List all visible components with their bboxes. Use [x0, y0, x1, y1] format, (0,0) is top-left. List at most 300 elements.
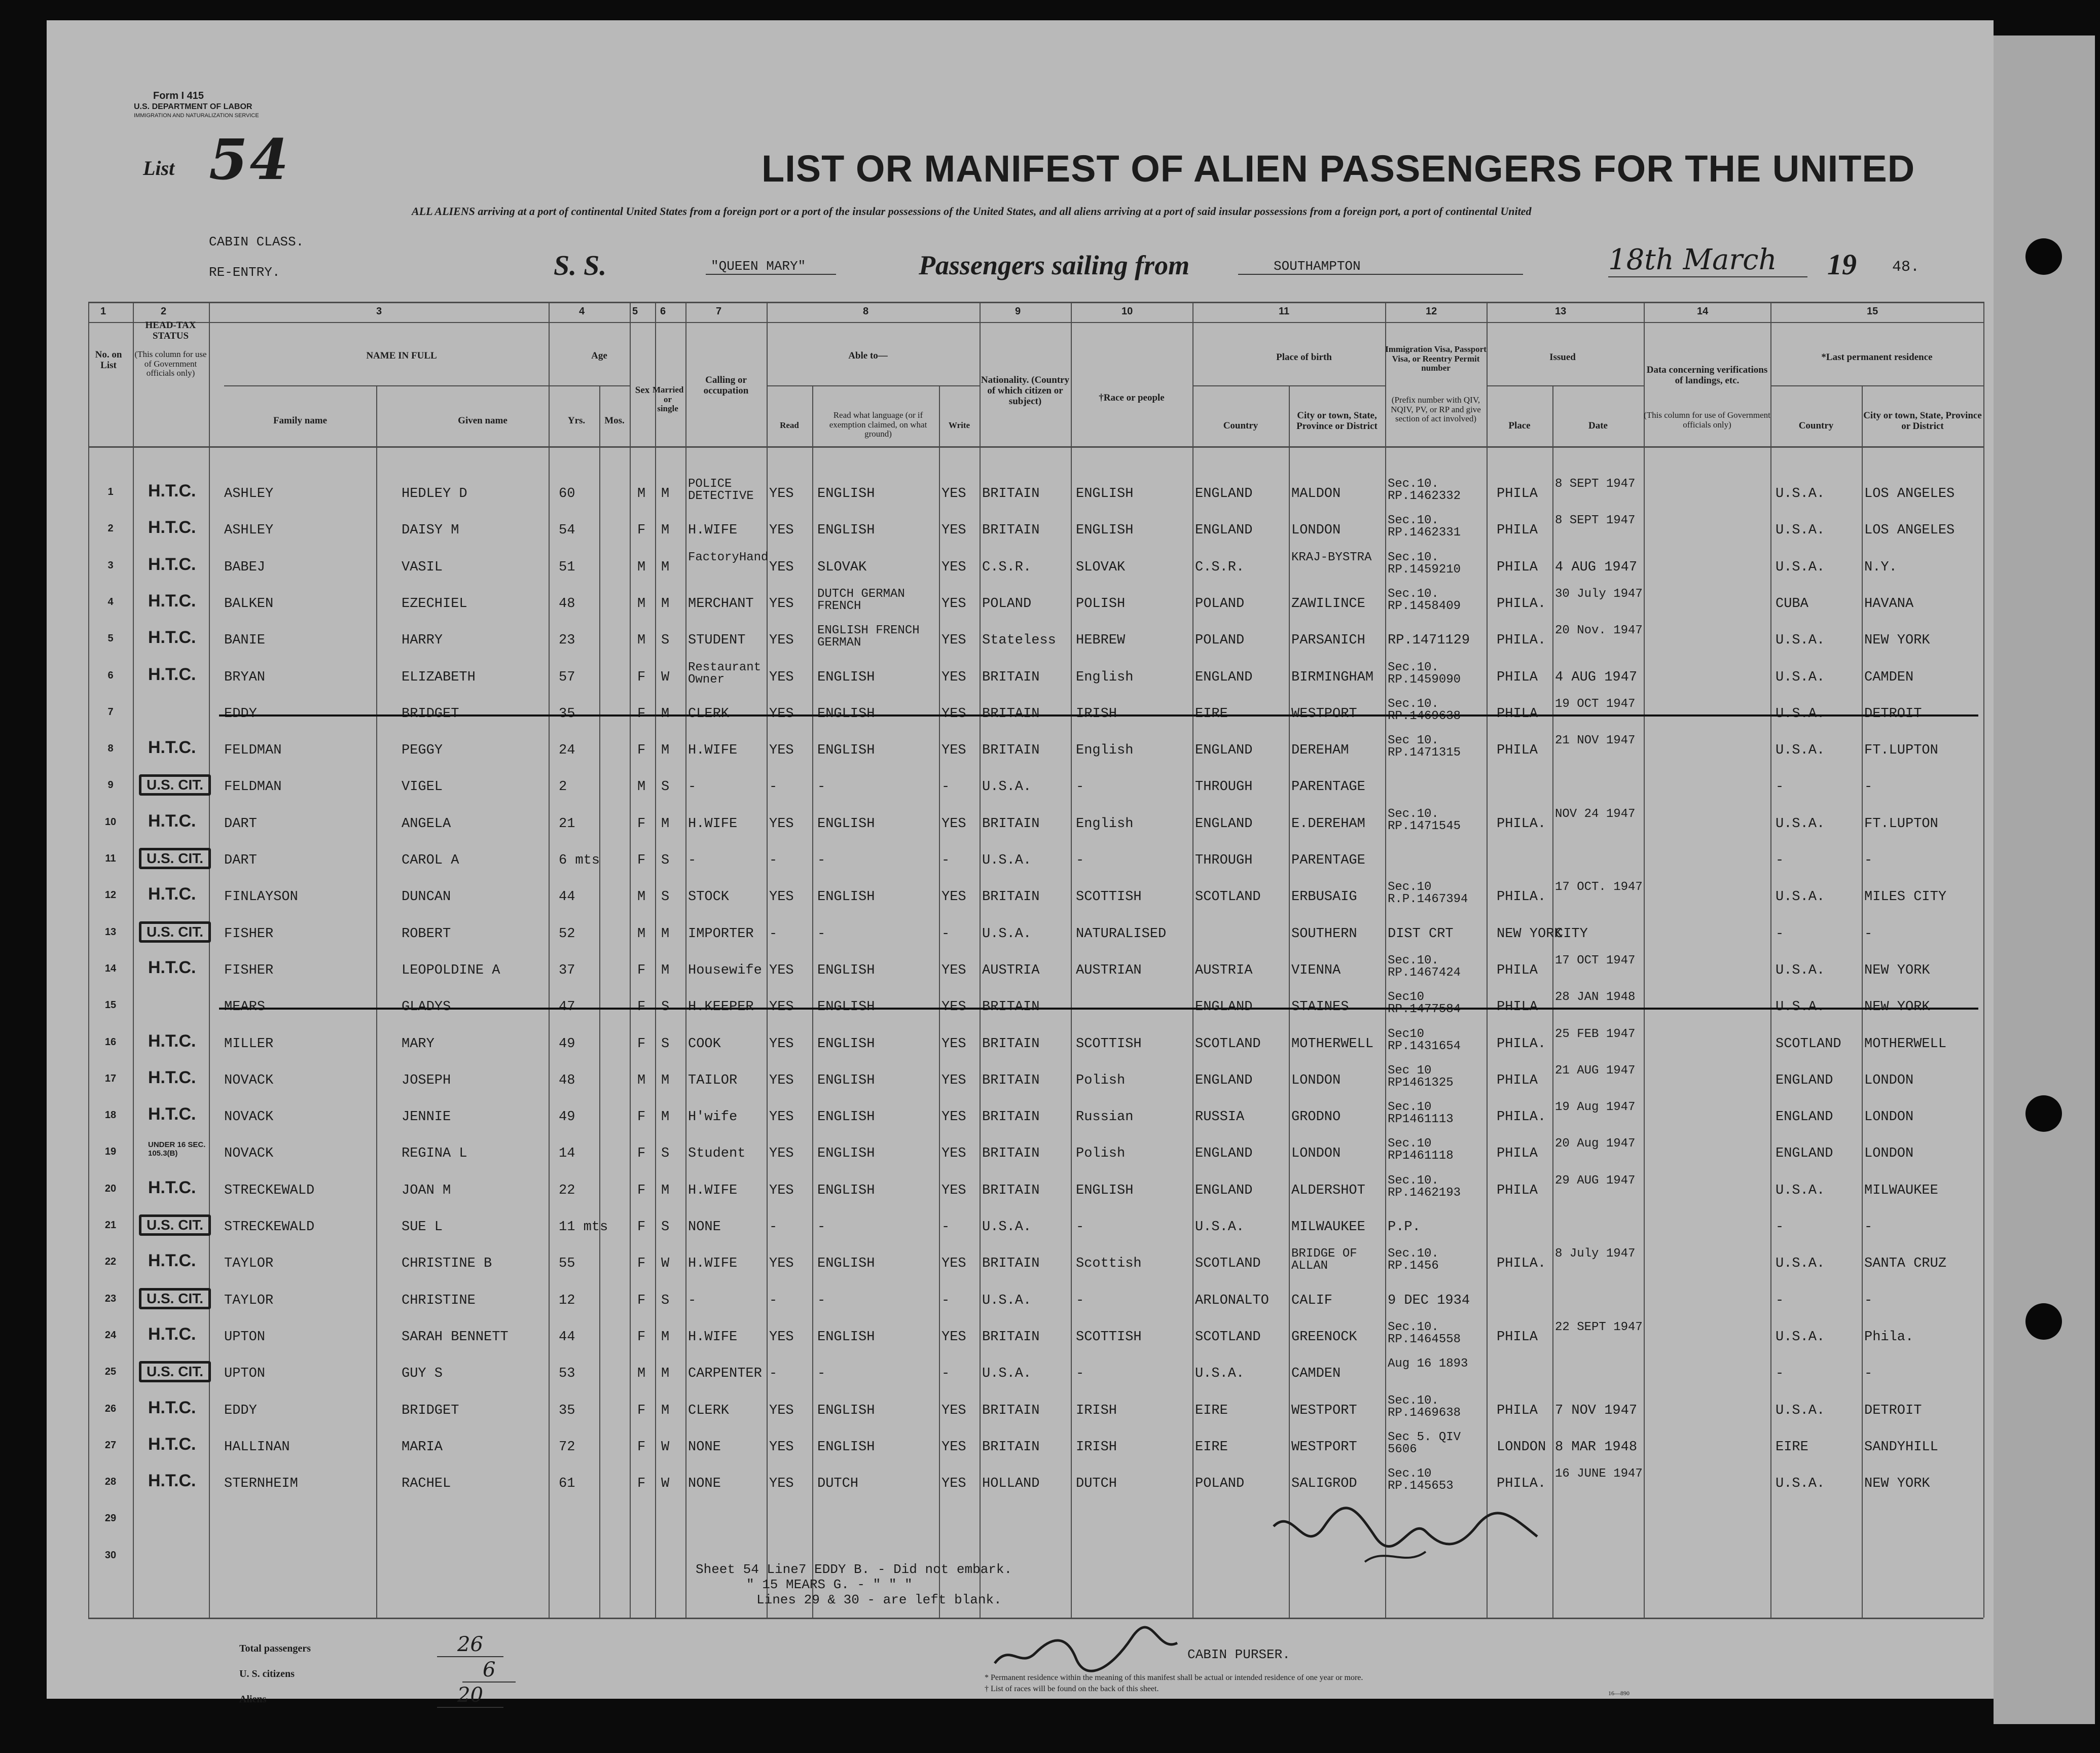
cell-occupation: COOK: [688, 1036, 721, 1052]
cell-idate: 30 July 1947: [1555, 587, 1643, 601]
cell-given: ROBERT: [402, 926, 451, 942]
grid-line: [767, 302, 768, 1618]
punch-hole: [2025, 1303, 2062, 1340]
cell-sex: F: [637, 706, 646, 722]
cell-rcountry: -: [1776, 779, 1784, 795]
cell-lang: ENGLISH: [817, 523, 875, 539]
cell-sex: F: [637, 1329, 646, 1345]
grid-line: [1644, 302, 1645, 1618]
cell-bcity: PARENTAGE: [1291, 853, 1365, 868]
cell-rcountry: -: [1776, 1366, 1784, 1382]
cell-lang: ENGLISH: [817, 1329, 875, 1345]
header-visa-note: (Prefix number with QIV, NQIV, PV, or RP and give section of act involved): [1391, 395, 1481, 424]
cell-age: 22: [559, 1183, 575, 1198]
cell-bcity: CALIF: [1291, 1293, 1333, 1308]
cell-idate: 22 SEPT 1947: [1555, 1320, 1643, 1334]
cell-rcountry: U.S.A.: [1776, 633, 1825, 649]
grid-line: [655, 302, 656, 1618]
cell-bcountry: THROUGH: [1195, 853, 1253, 868]
cell-family: NOVACK: [224, 1110, 274, 1125]
header-res-country: Country: [1798, 420, 1834, 431]
cell-rcity: LONDON: [1864, 1146, 1914, 1162]
grid-line: [549, 302, 550, 1618]
cell-read: YES: [769, 486, 794, 502]
cell-write: YES: [942, 743, 966, 759]
column-number: 12: [1426, 306, 1437, 317]
cell-lang: DUTCH: [817, 1476, 859, 1492]
cell-race: -: [1076, 1220, 1084, 1235]
cabin-purser-label: CABIN PURSER.: [1187, 1647, 1290, 1662]
head-tax-stamp: H.T.C.: [148, 1324, 196, 1344]
cell-bcountry: ENGLAND: [1195, 743, 1253, 759]
cell-iplace: PHILA: [1497, 962, 1538, 978]
cell-ms: M: [661, 926, 670, 942]
cell-read: -: [769, 926, 778, 942]
cell-race: Scottish: [1076, 1256, 1142, 1272]
cell-iplace: PHILA: [1497, 999, 1538, 1015]
punch-hole: [2025, 238, 2062, 275]
service-label: IMMIGRATION AND NATURALIZATION SERVICE: [134, 113, 259, 119]
cell-visa: Sec.10. RP.1464558: [1388, 1320, 1461, 1346]
head-tax-stamp: H.T.C.: [148, 1067, 196, 1087]
cell-write: YES: [942, 1110, 966, 1125]
cell-idate: 20 Aug 1947: [1555, 1137, 1636, 1151]
total-passengers-label: Total passengers: [239, 1643, 311, 1654]
grid-line: [224, 385, 630, 386]
cell-occupation: STUDENT: [688, 633, 746, 649]
cell-nat: U.S.A.: [982, 926, 1032, 942]
cell-idate: 19 OCT 1947: [1555, 697, 1636, 711]
cell-nat: BRITAIN: [982, 999, 1040, 1015]
cell-iplace: PHILA: [1497, 669, 1538, 685]
row-number: 29: [104, 1513, 117, 1524]
row-number: 17: [104, 1072, 117, 1084]
cell-age: 49: [559, 1036, 575, 1052]
cell-rcity: CAMDEN: [1864, 669, 1914, 685]
cell-rcity: LONDON: [1864, 1110, 1914, 1125]
department-label: U.S. DEPARTMENT OF LABOR: [134, 102, 252, 111]
cell-bcountry: ENGLAND: [1195, 816, 1253, 832]
cell-rcountry: U.S.A.: [1776, 559, 1825, 575]
cell-given: JOAN M: [402, 1183, 451, 1198]
row-number: 12: [104, 889, 117, 901]
cell-given: PEGGY: [402, 743, 443, 759]
cell-family: ASHLEY: [224, 523, 274, 539]
cell-occupation: POLICE DETECTIVE: [688, 477, 754, 503]
cell-rcity: MILES CITY: [1864, 889, 1947, 905]
cell-nat: BRITAIN: [982, 1256, 1040, 1272]
cell-bcity: LONDON: [1291, 1072, 1341, 1088]
cell-bcountry: ENGLAND: [1195, 1072, 1253, 1088]
cell-age: 55: [559, 1256, 575, 1272]
cell-lang: -: [817, 1366, 826, 1382]
row-number: 1: [107, 486, 114, 497]
cell-visa: Sec.10 RP1461113: [1388, 1100, 1454, 1127]
cell-rcity: SANDYHILL: [1864, 1439, 1938, 1455]
cell-rcountry: U.S.A.: [1776, 1183, 1825, 1198]
cell-bcity: LONDON: [1291, 1146, 1341, 1162]
cell-write: YES: [942, 559, 966, 575]
note-line-3: Lines 29 & 30 - are left blank.: [756, 1592, 1002, 1607]
row-number: 23: [104, 1293, 117, 1304]
cell-write: YES: [942, 1036, 966, 1052]
cell-sex: F: [637, 1036, 646, 1052]
us-citizen-stamp: U.S. CIT.: [139, 1361, 211, 1382]
grid-line: [685, 302, 686, 1618]
cell-nat: AUSTRIA: [982, 962, 1040, 978]
row-number: 28: [104, 1476, 117, 1488]
cell-write: YES: [942, 1183, 966, 1198]
cell-nat: U.S.A.: [982, 1366, 1032, 1382]
cell-occupation: H.WIFE: [688, 1183, 738, 1198]
cell-read: YES: [769, 633, 794, 649]
column-number: 15: [1867, 306, 1878, 317]
cell-nat: BRITAIN: [982, 523, 1040, 539]
cell-occupation: NONE: [688, 1476, 721, 1492]
cell-occupation: CLERK: [688, 1403, 730, 1418]
head-tax-stamp: H.T.C.: [148, 481, 196, 500]
cell-ms: M: [661, 1329, 670, 1345]
cell-bcountry: ARLONALTO: [1195, 1293, 1269, 1308]
cell-rcity: LOS ANGELES: [1864, 486, 1955, 502]
cell-read: -: [769, 1366, 778, 1382]
cell-read: -: [769, 853, 778, 868]
cell-lang: -: [817, 853, 826, 868]
cell-family: ASHLEY: [224, 486, 274, 502]
cell-age: 2: [559, 779, 567, 795]
cell-visa: Sec.10. RP.1459090: [1388, 660, 1461, 687]
cell-family: EDDY: [224, 1403, 257, 1418]
cell-iplace: PHILA: [1497, 1146, 1538, 1162]
cell-rcity: Phila.: [1864, 1329, 1914, 1345]
list-label: List: [143, 157, 175, 180]
cell-visa: Aug 16 1893: [1388, 1357, 1468, 1371]
cell-sex: F: [637, 1293, 646, 1308]
head-tax-stamp: H.T.C.: [148, 1031, 196, 1051]
manifest-sheet: [47, 20, 1994, 1707]
cell-lang: ENGLISH: [817, 669, 875, 685]
us-citizen-stamp: U.S. CIT.: [139, 774, 211, 796]
grid-line: [1862, 385, 1863, 1618]
head-tax-stamp: H.T.C.: [148, 1104, 196, 1124]
cell-nat: U.S.A.: [982, 1220, 1032, 1235]
header-age: Age: [591, 350, 607, 361]
cell-rcity: -: [1864, 779, 1873, 795]
cell-age: 48: [559, 596, 575, 612]
cell-iplace: PHILA.: [1497, 1476, 1546, 1492]
cell-rcity: -: [1864, 1293, 1873, 1308]
cell-family: BRYAN: [224, 669, 266, 685]
cell-nat: BRITAIN: [982, 816, 1040, 832]
sailing-date: 18th March: [1608, 243, 1807, 277]
cell-bcountry: ENGLAND: [1195, 523, 1253, 539]
cell-occupation: H.WIFE: [688, 743, 738, 759]
cell-idate: 19 Aug 1947: [1555, 1100, 1636, 1115]
cell-race: English: [1076, 743, 1134, 759]
sailing-label: Passengers sailing from: [919, 250, 1190, 280]
cell-race: SCOTTISH: [1076, 1036, 1142, 1052]
cell-age: 24: [559, 743, 575, 759]
cell-sex: M: [637, 559, 646, 575]
cell-read: YES: [769, 999, 794, 1015]
row-number: 25: [104, 1366, 117, 1378]
cell-ms: M: [661, 743, 670, 759]
cell-idate: 16 JUNE 1947: [1555, 1467, 1643, 1481]
cell-write: YES: [942, 962, 966, 978]
cell-ms: W: [661, 669, 670, 685]
cell-race: ENGLISH: [1076, 486, 1134, 502]
cell-rcountry: -: [1776, 1220, 1784, 1235]
cell-lang: ENGLISH: [817, 999, 875, 1015]
cell-sex: F: [637, 853, 646, 868]
header-head-tax-note: (This column for use of Government officials only): [134, 349, 207, 378]
cell-occupation: IMPORTER: [688, 926, 754, 942]
cell-occupation: CARPENTER: [688, 1366, 762, 1382]
cell-ms: S: [661, 633, 670, 649]
cell-race: POLISH: [1076, 596, 1126, 612]
grid-line: [767, 385, 980, 386]
cell-lang: ENGLISH: [817, 1256, 875, 1272]
cell-race: IRISH: [1076, 706, 1117, 722]
cell-given: VIGEL: [402, 779, 443, 795]
cell-age: 21: [559, 816, 575, 832]
cell-idate: 17 OCT 1947: [1555, 953, 1636, 968]
cell-iplace: PHILA.: [1497, 1110, 1546, 1125]
cell-lang: ENGLISH: [817, 816, 875, 832]
cell-race: NATURALISED: [1076, 926, 1167, 942]
cell-rcity: SANTA CRUZ: [1864, 1256, 1947, 1272]
cell-visa: Sec 5. QIV 5606: [1388, 1430, 1461, 1456]
cell-bcity: WESTPORT: [1291, 1439, 1357, 1455]
cell-family: MEARS: [224, 999, 266, 1015]
header-visa: Immigration Visa, Passport Visa, or Reentry Permit number: [1385, 344, 1487, 373]
cell-given: BRIDGET: [402, 1403, 459, 1418]
cell-race: -: [1076, 1293, 1084, 1308]
cell-sex: M: [637, 779, 646, 795]
head-tax-stamp: UNDER 16 SEC. 105.3(B): [148, 1140, 206, 1158]
cell-occupation: CLERK: [688, 706, 730, 722]
cell-race: English: [1076, 669, 1134, 685]
cell-write: YES: [942, 1403, 966, 1418]
row-number: 7: [107, 706, 114, 718]
cell-given: RACHEL: [402, 1476, 451, 1492]
footnote-residence: * Permanent residence within the meaning of this manifest shall be actual or intended residence of one year or more.: [985, 1673, 1363, 1682]
header-married: Married or single: [653, 385, 684, 414]
cell-iplace: PHILA: [1497, 706, 1538, 722]
cell-read: YES: [769, 743, 794, 759]
total-passengers-value: 26: [437, 1633, 503, 1657]
cell-occupation: H.WIFE: [688, 1329, 738, 1345]
cell-iplace: PHILA.: [1497, 889, 1546, 905]
cell-sex: M: [637, 596, 646, 612]
head-tax-stamp: H.T.C.: [148, 518, 196, 538]
cell-occupation: STOCK: [688, 889, 730, 905]
cell-lang: DUTCH GERMAN FRENCH: [817, 587, 905, 613]
cell-bcountry: AUSTRIA: [1195, 962, 1253, 978]
grid-line: [1770, 385, 1983, 386]
cell-rcountry: U.S.A.: [1776, 999, 1825, 1015]
cell-visa: Sec.10 RP1461118: [1388, 1137, 1454, 1163]
cell-bcountry: ENGLAND: [1195, 669, 1253, 685]
cell-write: YES: [942, 523, 966, 539]
cell-read: YES: [769, 1403, 794, 1418]
manifest-subtitle: ALL ALIENS arriving at a port of continental United States from a foreign port or a port of the insular possessions of the United States, and all aliens arriving at a port of said insular possessions from a foreign port, a port of continental United: [412, 205, 1532, 218]
cell-family: STRECKEWALD: [224, 1220, 315, 1235]
cell-read: YES: [769, 962, 794, 978]
cell-write: YES: [942, 1329, 966, 1345]
grid-line: [1770, 302, 1771, 1618]
cell-bcity: GREENOCK: [1291, 1329, 1357, 1345]
cell-bcountry: THROUGH: [1195, 779, 1253, 795]
cell-rcountry: -: [1776, 926, 1784, 942]
row-number: 22: [104, 1256, 117, 1268]
cell-age: 37: [559, 962, 575, 978]
grid-line: [1385, 302, 1386, 1618]
cell-read: YES: [769, 1146, 794, 1162]
cell-idate: 29 AUG 1947: [1555, 1173, 1636, 1188]
cell-lang: ENGLISH: [817, 1403, 875, 1418]
head-tax-stamp: H.T.C.: [148, 628, 196, 648]
cell-ms: M: [661, 1072, 670, 1088]
cell-write: YES: [942, 1439, 966, 1455]
cell-read: YES: [769, 889, 794, 905]
us-citizens-label: U. S. citizens: [239, 1668, 295, 1679]
form-number: Form I 415: [153, 90, 204, 101]
cell-sex: F: [637, 999, 646, 1015]
cell-bcity: ZAWILINCE: [1291, 596, 1365, 612]
column-number: 5: [632, 306, 638, 317]
cell-iplace: PHILA: [1497, 743, 1538, 759]
cell-write: -: [942, 1220, 950, 1235]
cell-age: 23: [559, 633, 575, 649]
cell-write: -: [942, 1366, 950, 1382]
cell-bcity: LONDON: [1291, 523, 1341, 539]
head-tax-stamp: H.T.C.: [148, 664, 196, 684]
cell-rcountry: U.S.A.: [1776, 889, 1825, 905]
cell-bcountry: SCOTLAND: [1195, 889, 1261, 905]
header-read-language: Read what language (or if exemption claimed, on what ground): [829, 410, 927, 439]
footnote-races: † List of races will be found on the back of this sheet.: [985, 1685, 1159, 1693]
row-number: 4: [107, 596, 114, 607]
cell-nat: BRITAIN: [982, 1183, 1040, 1198]
cell-idate: 21 NOV 1947: [1555, 734, 1636, 748]
cell-occupation: NONE: [688, 1220, 721, 1235]
cell-visa: Sec 10. RP.1471315: [1388, 734, 1461, 760]
cell-ms: S: [661, 1220, 670, 1235]
cell-lang: ENGLISH: [817, 1072, 875, 1088]
cell-lang: ENGLISH: [817, 486, 875, 502]
cell-age: 49: [559, 1110, 575, 1125]
cell-ms: M: [661, 1366, 670, 1382]
cell-sex: F: [637, 1403, 646, 1418]
cell-given: LEOPOLDINE A: [402, 962, 500, 978]
cell-bcountry: POLAND: [1195, 596, 1245, 612]
header-last-residence: *Last permanent residence: [1821, 352, 1933, 363]
cell-sex: F: [637, 1146, 646, 1162]
cell-bcity: ALDERSHOT: [1291, 1183, 1365, 1198]
cell-occupation: NONE: [688, 1439, 721, 1455]
grid-line: [209, 302, 210, 1618]
cell-rcity: FT.LUPTON: [1864, 743, 1938, 759]
cell-occupation: -: [688, 1293, 697, 1308]
row-number: 27: [104, 1439, 117, 1451]
cell-bcountry: EIRE: [1195, 706, 1228, 722]
cell-lang: SLOVAK: [817, 559, 867, 575]
adjacent-page-edge: [1994, 35, 2095, 1724]
row-number: 11: [105, 853, 116, 864]
row-number: 14: [104, 962, 117, 974]
punch-hole: [2025, 1095, 2062, 1132]
cell-bcountry: EIRE: [1195, 1403, 1228, 1418]
cell-rcountry: U.S.A.: [1776, 523, 1825, 539]
cell-given: MARY: [402, 1036, 435, 1052]
head-tax-stamp: H.T.C.: [148, 1177, 196, 1197]
cell-bcity: PARENTAGE: [1291, 779, 1365, 795]
cell-write: -: [942, 853, 950, 868]
cell-race: DUTCH: [1076, 1476, 1117, 1492]
cell-race: SLOVAK: [1076, 559, 1126, 575]
grid-line: [1289, 385, 1290, 1618]
cell-race: ENGLISH: [1076, 523, 1134, 539]
cell-bcountry: U.S.A.: [1195, 1220, 1245, 1235]
cell-ms: M: [661, 1110, 670, 1125]
cell-read: YES: [769, 1072, 794, 1088]
cell-family: FELDMAN: [224, 743, 282, 759]
cell-write: YES: [942, 1146, 966, 1162]
cell-family: MILLER: [224, 1036, 274, 1052]
cell-read: YES: [769, 523, 794, 539]
cell-rcountry: U.S.A.: [1776, 1256, 1825, 1272]
header-verifications-note: (This column for use of Government officials only): [1644, 410, 1770, 430]
cell-family: FELDMAN: [224, 779, 282, 795]
header-age-mos: Mos.: [604, 415, 625, 426]
header-head-tax: HEAD-TAX STATUS: [145, 320, 196, 341]
ss-label: S. S.: [554, 250, 607, 281]
column-number: 7: [716, 306, 722, 317]
grid-line: [630, 302, 631, 1618]
cell-family: TAYLOR: [224, 1293, 274, 1308]
cell-family: FINLAYSON: [224, 889, 298, 905]
row-number: 8: [107, 743, 114, 755]
cell-iplace: PHILA.: [1497, 816, 1546, 832]
cell-family: FISHER: [224, 962, 274, 978]
cell-bcity: STAINES: [1291, 999, 1349, 1015]
cell-nat: U.S.A.: [982, 1293, 1032, 1308]
note-line-1: Sheet 54 Line7 EDDY B. - Did not embark.: [696, 1562, 1012, 1577]
cell-sex: F: [637, 1256, 646, 1272]
cell-ms: M: [661, 1403, 670, 1418]
cell-race: SCOTTISH: [1076, 1329, 1142, 1345]
cell-age: 61: [559, 1476, 575, 1492]
cell-read: -: [769, 779, 778, 795]
cell-ms: M: [661, 962, 670, 978]
cell-lang: ENGLISH: [817, 1183, 875, 1198]
cell-rcity: N.Y.: [1864, 559, 1897, 575]
cell-sex: M: [637, 633, 646, 649]
cell-nat: BRITAIN: [982, 1110, 1040, 1125]
cell-ms: M: [661, 596, 670, 612]
column-number: 10: [1121, 306, 1133, 317]
cell-sex: M: [637, 486, 646, 502]
cell-idate: NOV 24 1947: [1555, 807, 1636, 821]
header-able-to: Able to—: [848, 350, 888, 361]
header-name-in-full: NAME IN FULL: [366, 350, 437, 361]
cell-nat: U.S.A.: [982, 779, 1032, 795]
cell-nat: BRITAIN: [982, 486, 1040, 502]
cell-read: YES: [769, 596, 794, 612]
entry-label: RE-ENTRY.: [209, 265, 280, 280]
cell-bcountry: POLAND: [1195, 633, 1245, 649]
